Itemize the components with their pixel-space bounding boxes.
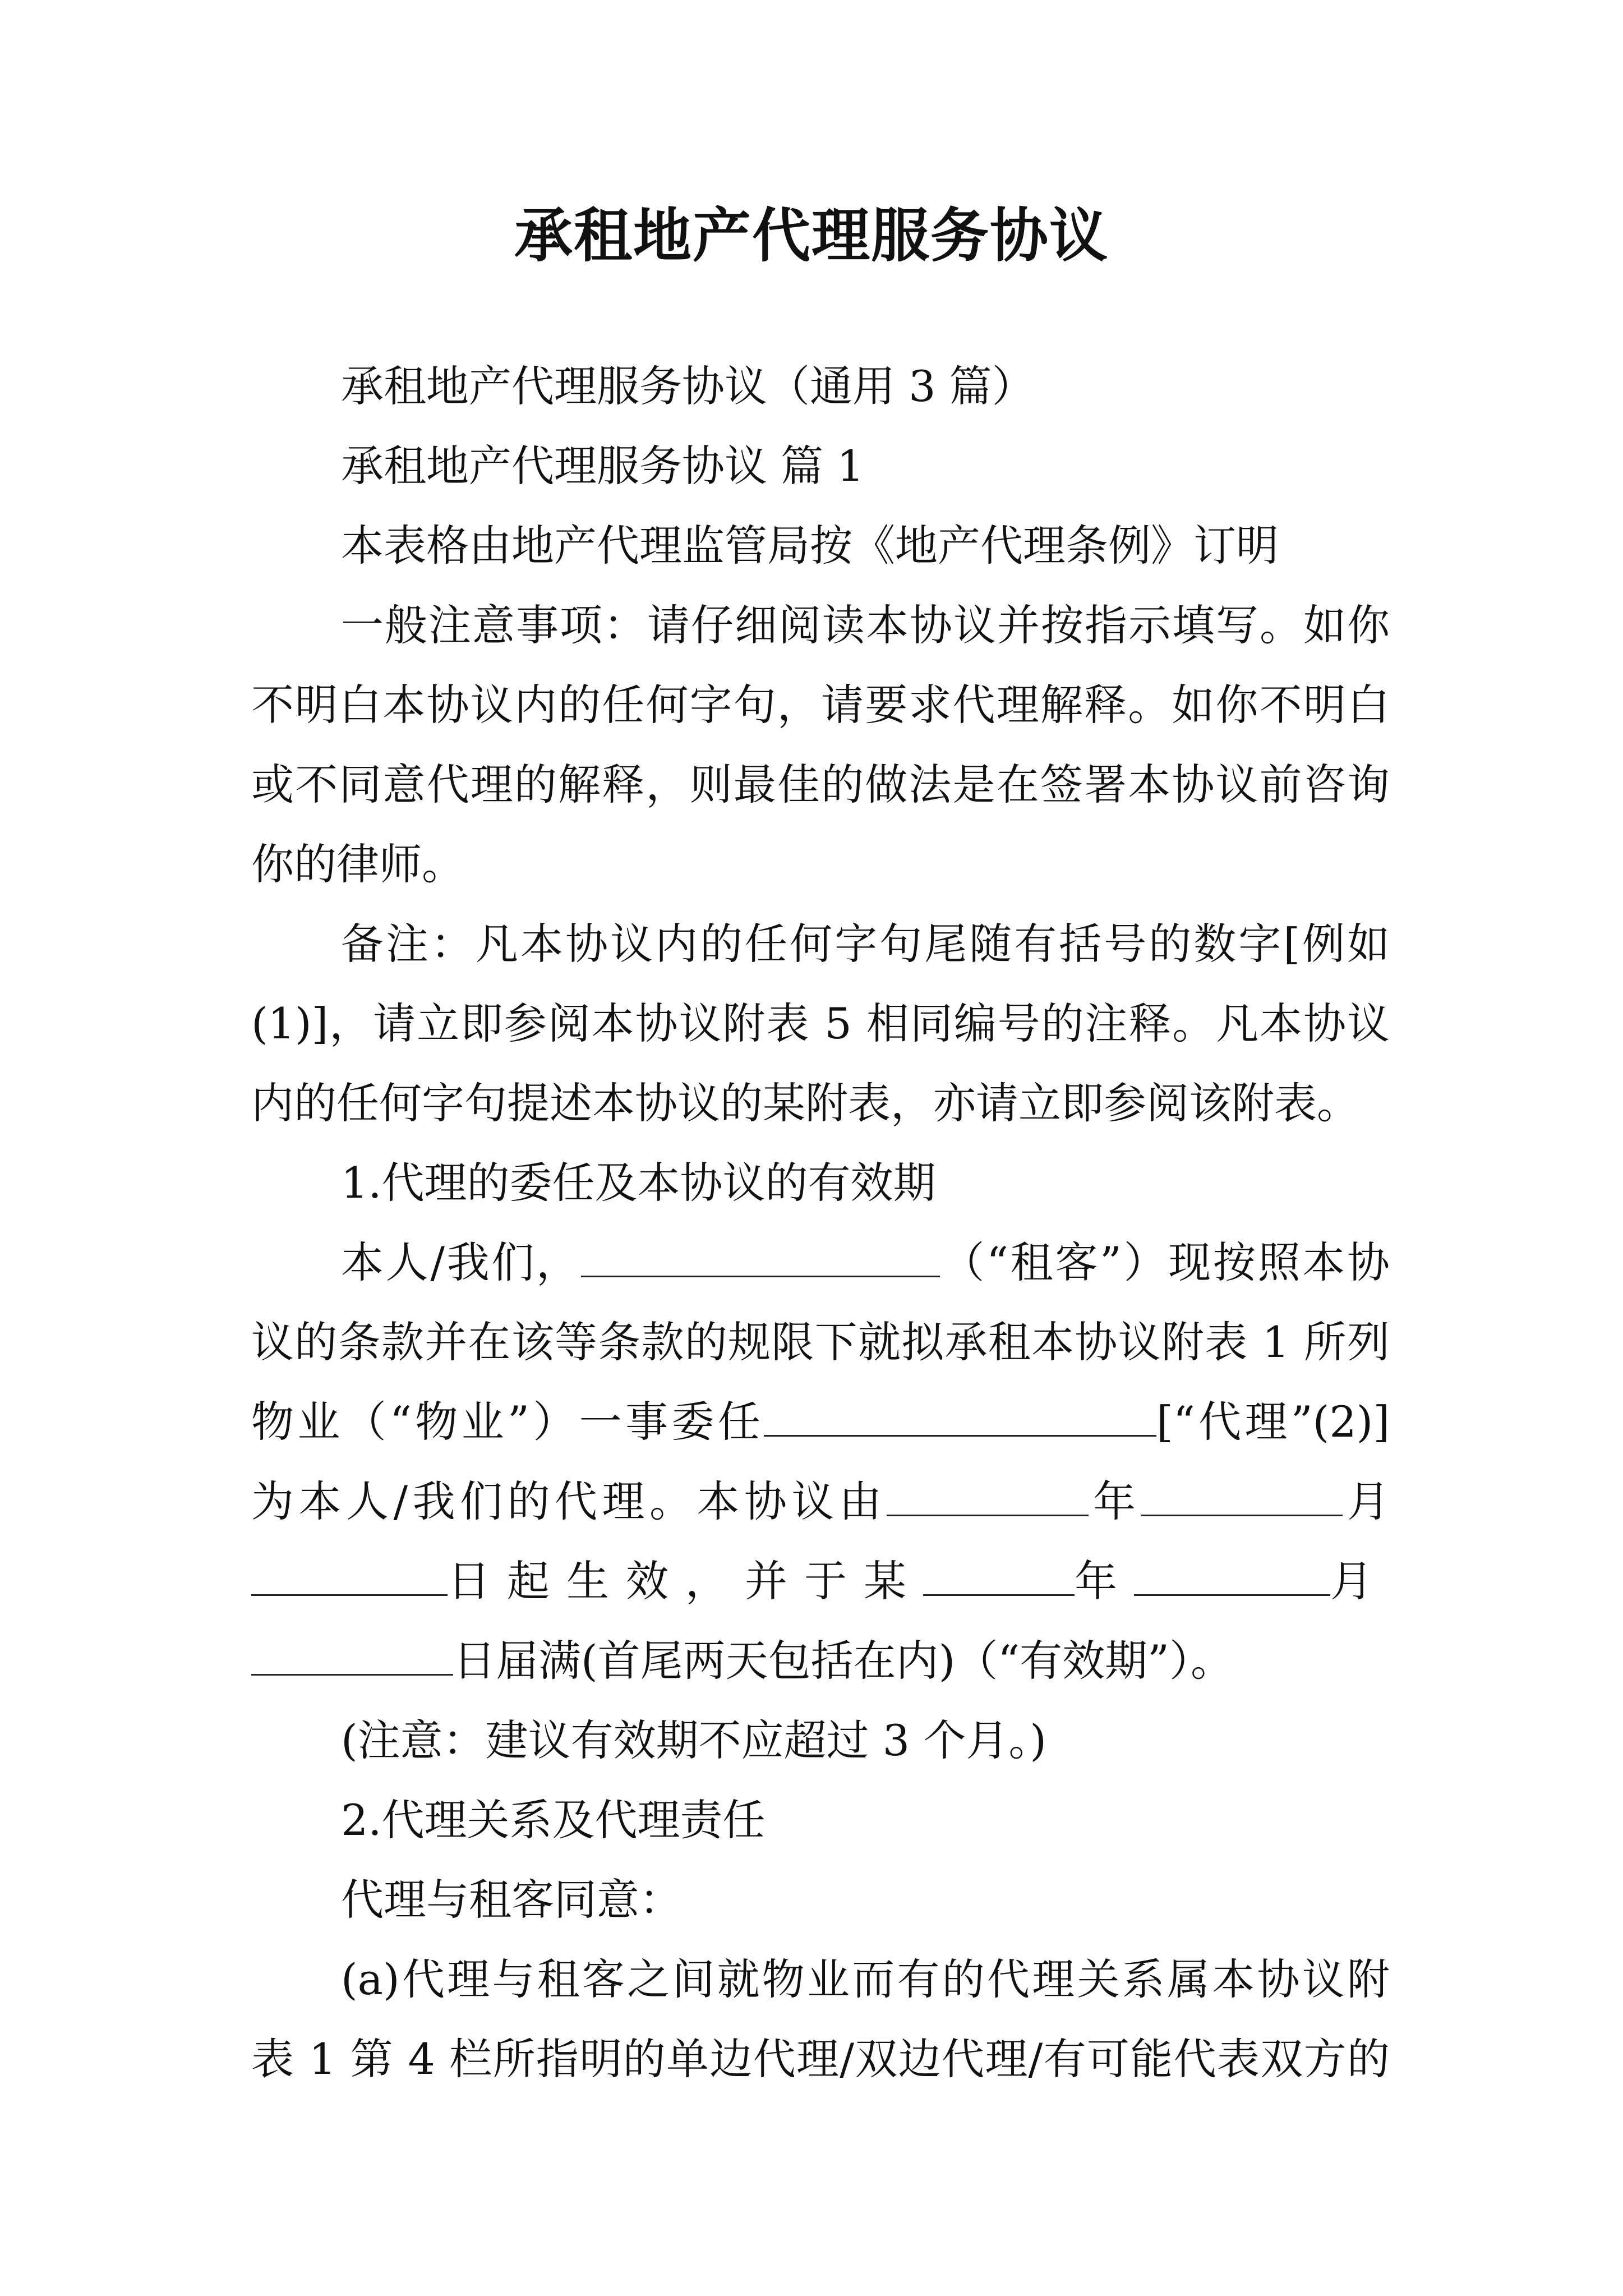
tenant-name-blank[interactable]	[581, 1240, 940, 1277]
section-1-text: 年	[1088, 1476, 1141, 1526]
section-2-a-paragraph	[251, 1940, 1390, 2099]
notice-line: 或不同意代理的解释，则最佳的做法是在签署本协议前咨询	[251, 760, 1390, 809]
end-year-blank[interactable]	[923, 1558, 1075, 1596]
end-month-blank[interactable]	[1134, 1558, 1330, 1596]
section-1-line	[251, 1223, 1390, 1303]
section-1-text: 月	[1330, 1556, 1390, 1606]
general-notice-paragraph	[251, 586, 1390, 904]
start-day-blank[interactable]	[251, 1558, 448, 1596]
section-1-paragraph	[251, 1223, 1390, 1701]
section-1-line	[251, 1542, 1390, 1621]
start-month-blank[interactable]	[1141, 1479, 1343, 1516]
section-1-text: [“代理”(2)]	[1156, 1397, 1390, 1447]
paragraph-form-note: 本表格由地产代理监管局按《地产代理条例》订明	[341, 521, 1279, 570]
section-1-text: 年	[1075, 1556, 1134, 1606]
document-title: 承租地产代理服务协议	[514, 201, 1109, 270]
section-2-a-line: (a)代理与租客之间就物业而有的代理关系属本协议附	[341, 1954, 1390, 2004]
paragraph-part-1: 承租地产代理服务协议 篇 1	[341, 441, 864, 491]
remark-paragraph	[251, 904, 1390, 1143]
section-1-line: 议的条款并在该等条款的规限下就拟承租本协议附表 1 所列	[251, 1317, 1390, 1367]
notice-line: 不明白本协议内的任何字句，请要求代理解释。如你不明白	[251, 680, 1390, 730]
section-2-a-line: 表 1 第 4 栏所指明的单边代理/双边代理/有可能代表双方的	[251, 2034, 1390, 2084]
section-1-text: 月	[1342, 1476, 1390, 1526]
section-1-heading: 1.代理的委任及本协议的有效期	[341, 1158, 936, 1208]
remark-line: 备注：凡本协议内的任何字句尾随有括号的数字[例如	[341, 919, 1390, 969]
remark-line: (1)]，请立即参阅本协议附表 5 相同编号的注释。凡本协议	[251, 999, 1390, 1048]
notice-line: 你的律师。	[251, 839, 464, 889]
section-1-note: (注意：建议有效期不应超过 3 个月。)	[341, 1715, 1046, 1765]
section-1-line	[251, 1382, 1390, 1462]
remark-line: 内的任何字句提述本协议的某附表，亦请立即参阅该附表。	[251, 1078, 1359, 1128]
section-2-agree: 代理与租客同意：	[341, 1875, 682, 1925]
section-1-text: 物业（“物业”）一事委任	[251, 1397, 764, 1447]
section-1-line	[251, 1462, 1390, 1542]
section-2-heading: 2.代理关系及代理责任	[341, 1795, 766, 1845]
section-1-text: 为本人/我们的代理。本协议由	[251, 1476, 887, 1526]
document-body	[251, 347, 1390, 2099]
paragraph-heading: 承租地产代理服务协议（通用 3 篇）	[341, 361, 1035, 411]
notice-line: 一般注意事项：请仔细阅读本协议并按指示填写。如你	[341, 600, 1390, 650]
section-1-text: 日届满(首尾两天包括在内)（“有效期”）。	[453, 1636, 1234, 1686]
end-day-blank[interactable]	[251, 1638, 453, 1676]
agent-name-blank[interactable]	[764, 1399, 1156, 1437]
section-1-line	[251, 1621, 1390, 1701]
section-1-text: 日起生效，并于某	[448, 1556, 923, 1606]
section-1-text: 本人/我们，	[341, 1237, 581, 1287]
section-1-text: （“租客”）现按照本协	[939, 1237, 1390, 1287]
start-year-blank[interactable]	[887, 1479, 1089, 1516]
